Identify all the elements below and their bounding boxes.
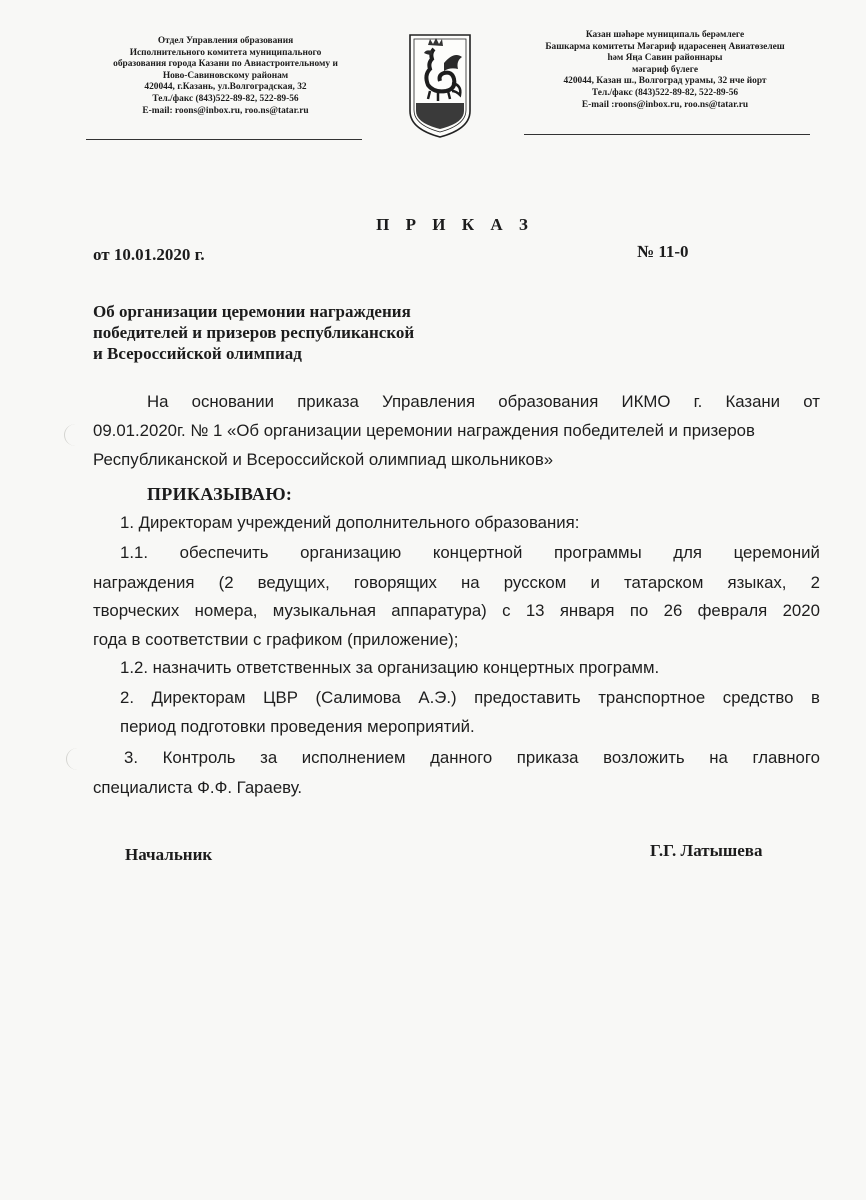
word: награждения — [93, 573, 195, 592]
word: приказа — [516, 748, 579, 767]
header-right-line: һәм Яңа Савин районнары — [607, 53, 723, 64]
word: А.Э.) — [418, 688, 457, 707]
header-left-line: Исполнительного комитета муниципального — [129, 47, 322, 58]
word: Контроль — [162, 748, 236, 767]
word: 3. — [124, 748, 138, 767]
word: для — [673, 543, 702, 562]
header-right-divider — [524, 134, 810, 135]
word: с — [502, 601, 511, 620]
word: на — [709, 748, 728, 767]
word: концертной — [432, 543, 523, 562]
word: на — [461, 573, 480, 592]
word: основании — [191, 392, 275, 411]
subject-line: победителей и призеров республиканской — [93, 323, 415, 342]
word: 2 — [810, 573, 820, 592]
word: творческих — [93, 601, 180, 620]
word: исполнением — [301, 748, 406, 767]
item-1-1-line-1 — [120, 543, 820, 563]
preamble-line-2: 09.01.2020г. № 1 «Об организации церемонии награждения победителей и призеров — [93, 421, 755, 440]
punch-hole-mark — [66, 748, 89, 770]
order-title: П Р И К А З — [376, 215, 534, 234]
item-1-2: 1.2. назначить ответственных за организацию концертных программ. — [120, 658, 660, 677]
header-left-divider — [86, 139, 362, 140]
word: в — [811, 688, 820, 707]
header-left — [88, 36, 363, 117]
word: 26 — [663, 601, 683, 620]
order-number: № 11-0 — [637, 242, 689, 261]
word: Казани — [725, 392, 781, 411]
word: номера, — [194, 601, 258, 620]
item-1-1-line-3 — [93, 601, 820, 621]
word: (2 — [218, 573, 234, 592]
preamble-line-1 — [93, 387, 820, 416]
word: На — [147, 392, 169, 411]
header-right-line: Башкарма комитеты Мәгариф идарәсенең Авиатөзелеш — [545, 41, 785, 52]
word: образования — [498, 392, 599, 411]
word: обеспечить — [179, 543, 269, 562]
word: главного — [752, 748, 820, 767]
kazan-coat-of-arms-icon — [408, 33, 472, 139]
order-date: от 10.01.2020 г. — [93, 245, 205, 264]
word: церемоний — [733, 543, 820, 562]
item-1: 1. Директорам учреждений дополнительного образования: — [120, 513, 580, 532]
header-right-line: Тел./факс (843)522-89-82, 522-89-56 — [591, 87, 739, 98]
word: татарском — [623, 573, 704, 592]
item-2-line-2: период подготовки проведения мероприятий. — [120, 717, 475, 736]
word: Управления — [382, 392, 476, 411]
word: данного — [430, 748, 493, 767]
word: русском — [503, 573, 567, 592]
header-left-line: E-mail: roons@inbox.ru, roo.ns@tatar.ru — [142, 105, 309, 116]
word: г. — [693, 392, 703, 411]
header-right — [520, 30, 810, 111]
header-right-line: мәгариф бүлеге — [631, 64, 699, 75]
word: февраля — [697, 601, 768, 620]
word: и — [590, 573, 600, 592]
word: средство — [722, 688, 794, 707]
word: 1.1. — [120, 543, 148, 562]
header-right-line: Казан шәһәре муниципаль берәмлеге — [585, 30, 745, 40]
preamble-paragraph — [93, 387, 820, 474]
item-1-1-line-4: года в соответствии с графиком (приложение); — [93, 630, 459, 649]
word: возложить — [603, 748, 685, 767]
word: приказа — [297, 392, 359, 411]
word: языках, — [727, 573, 787, 592]
word: говорящих — [353, 573, 437, 592]
word: аппаратура) — [391, 601, 487, 620]
header-left-line: Ново-Савиновскому районам — [162, 70, 289, 81]
word: Директорам — [151, 688, 246, 707]
item-1-1-line-2 — [93, 573, 820, 593]
word: 2020 — [782, 601, 820, 620]
word: предоставить — [474, 688, 581, 707]
header-right-line: 420044, Казан ш., Волгоград урамы, 32 нче йорт — [563, 76, 767, 87]
word: ЦВР — [263, 688, 298, 707]
signatory-name: Г.Г. Латышева — [650, 841, 763, 860]
subject-line: и Всероссийской олимпиад — [93, 344, 302, 363]
word: от — [803, 392, 820, 411]
word: программы — [553, 543, 642, 562]
item-3-line-2: специалиста Ф.Ф. Гараеву. — [93, 778, 303, 797]
subject-line: Об организации церемонии награждения — [93, 302, 411, 321]
word: (Салимова — [315, 688, 401, 707]
punch-hole-mark — [64, 424, 87, 446]
word: музыкальная — [272, 601, 376, 620]
word: ведущих, — [257, 573, 330, 592]
item-2-line-1 — [120, 688, 820, 708]
word: ИКМО — [621, 392, 671, 411]
word: организацию — [300, 543, 402, 562]
header-left-line: Тел./факс (843)522-89-82, 522-89-56 — [152, 93, 299, 104]
preamble-line-3: Республиканской и Всероссийской олимпиад школьников» — [93, 450, 554, 469]
signatory-position: Начальник — [125, 845, 213, 864]
word: за — [260, 748, 278, 767]
header-left-line: 420044, г.Казань, ул.Волгоградская, 32 — [144, 82, 307, 93]
header-left-line: образования города Казани по Авиастроительному и — [113, 59, 338, 70]
item-3-line-1 — [124, 748, 820, 768]
decree-heading: ПРИКАЗЫВАЮ: — [147, 484, 293, 504]
word: транспортное — [598, 688, 706, 707]
word: января — [559, 601, 615, 620]
word: по — [629, 601, 649, 620]
header-left-line: Отдел Управления образования — [157, 36, 294, 46]
word: 2. — [120, 688, 134, 707]
header-right-line: E-mail :roons@inbox.ru, roo.ns@tatar.ru — [581, 99, 749, 110]
word: 13 — [525, 601, 545, 620]
order-subject — [93, 301, 414, 364]
